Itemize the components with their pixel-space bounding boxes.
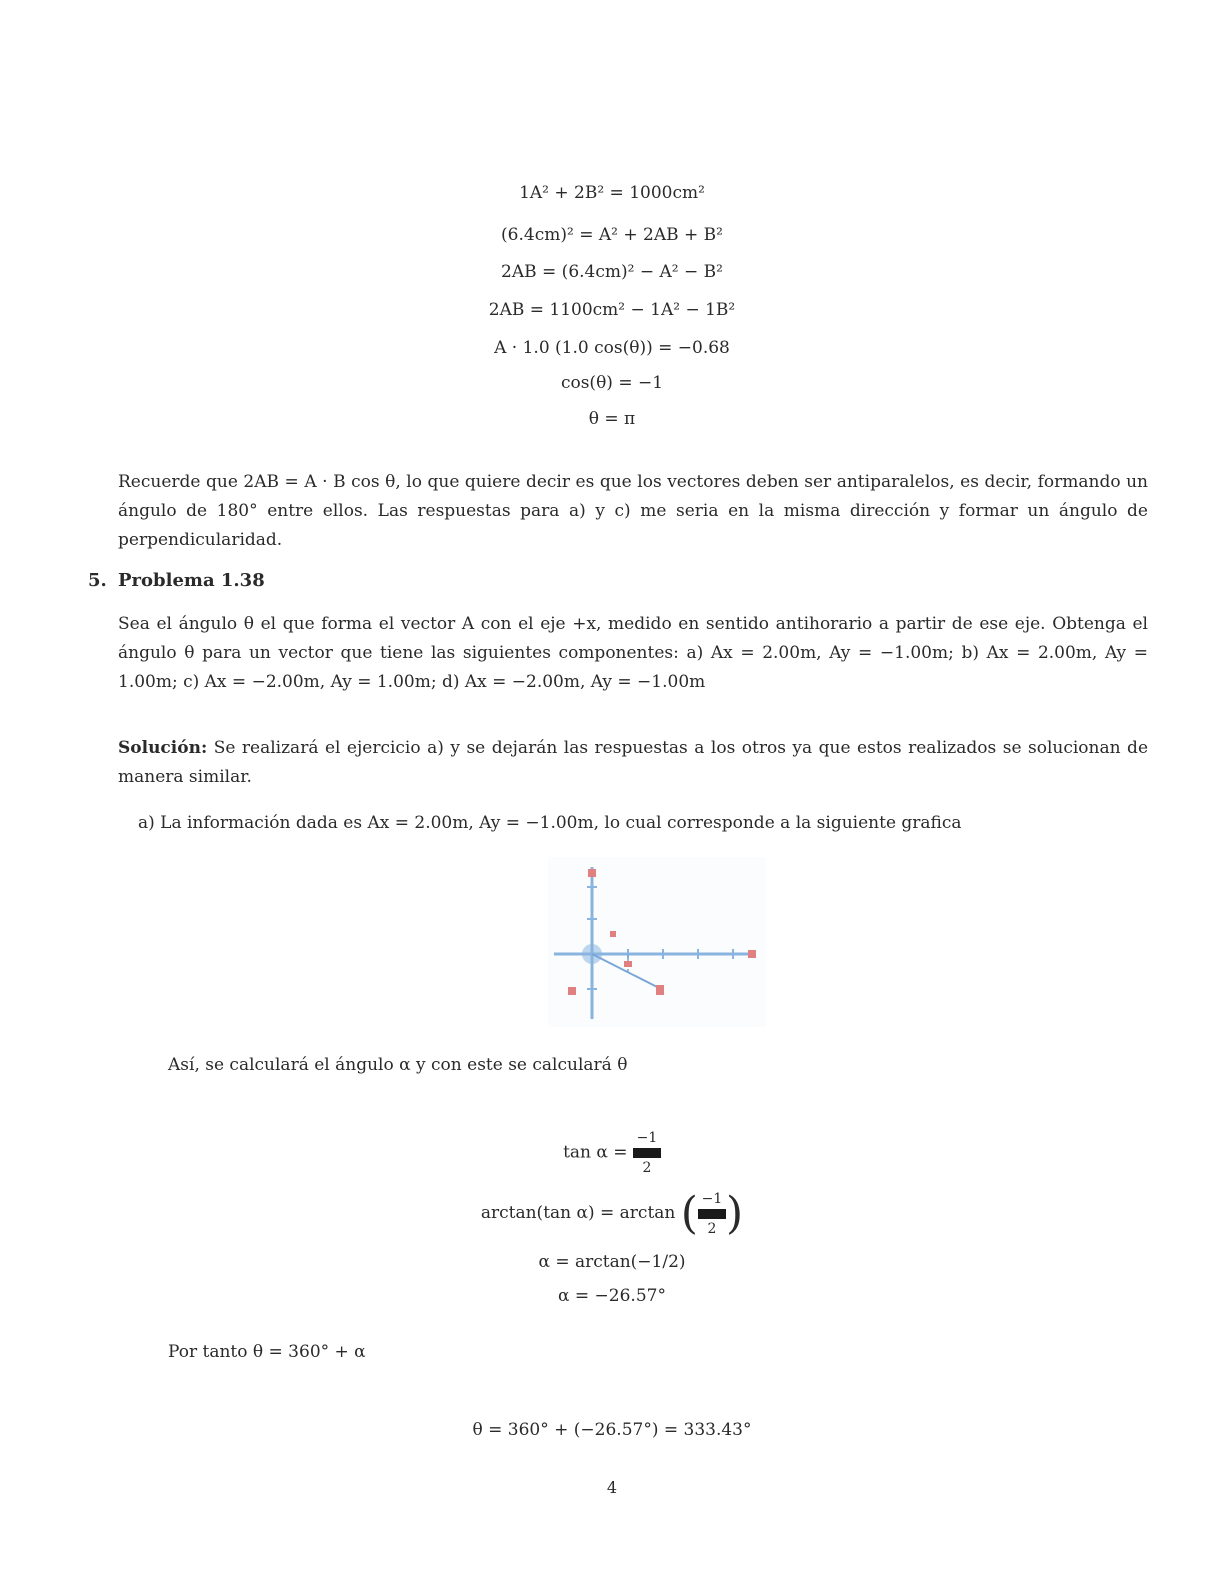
frac-bar (698, 1209, 726, 1219)
frac-bottom: 2 (707, 1220, 717, 1237)
vector-plot (548, 857, 766, 1027)
frac-top: −1 (701, 1190, 723, 1207)
solution-text: Se realizará el ejercicio a) y se dejarán las respuestas a los otros ya que estos realizados se solucionan de manera similar. (118, 738, 1148, 787)
problem-statement: Sea el ángulo θ el que forma el vector A con el eje +x, medido en sentido antihorario a partir de ese eje. Obtenga el ángulo θ para un vector que tiene las siguientes componentes: a) Ax = 2.00m, Ay = −1.00m; b) Ax = 2.00m, Ay = 1.00m; c) Ax = −2.00m, Ay = 1.00m; d) Ax = −2.00m, Ay = −1.00m (118, 614, 1148, 692)
arctan-lhs: arctan(tan α) = arctan (480, 1203, 676, 1223)
equation-2: (6.4cm)² = A² + 2AB + B² (501, 225, 723, 245)
frac-top: −1 (636, 1130, 658, 1146)
tan-lhs: tan α = (563, 1142, 628, 1163)
vector-figure (548, 857, 766, 1027)
section-number: 5. (88, 570, 107, 591)
arctan-fraction (698, 1191, 726, 1237)
alpha-equation-2: α = −26.57° (558, 1286, 666, 1306)
final-equation: θ = 360° + (−26.57°) = 333.43° (472, 1420, 752, 1440)
equation-6: cos(θ) = −1 (560, 373, 664, 393)
item-a-text: a) La información dada es Ax = 2.00m, Ay = −1.00m, lo cual corresponde a la siguiente grafica (138, 813, 962, 833)
tan-alpha-equation (0, 1130, 1224, 1176)
tan-fraction (633, 1130, 661, 1176)
frac-bar (633, 1148, 661, 1158)
equation-5: A · 1.0 (1.0 cos(θ)) = −0.68 (494, 338, 730, 358)
frac-bottom: 2 (642, 1160, 652, 1176)
equation-1: 1A² + 2B² = 1000cm² (519, 183, 705, 203)
solution-paragraph (118, 734, 1148, 792)
after-figure-text: Así, se calculará el ángulo α y con este se calculará θ (168, 1055, 628, 1075)
section-title: Problema 1.38 (118, 570, 265, 591)
therefore-text: Por tanto θ = 360° + α (168, 1342, 366, 1362)
equation-3: 2AB = (6.4cm)² − A² − B² (501, 262, 723, 282)
equation-7: θ = π (588, 409, 636, 429)
arctan-equation (0, 1188, 1224, 1239)
left-paren: ( (680, 1188, 698, 1239)
page-number: 4 (606, 1478, 618, 1497)
alpha-equation-1: α = arctan(−1/2) (538, 1252, 686, 1272)
explanation-paragraph: Recuerde que 2AB = A · B cos θ, lo que quiere decir es que los vectores deben ser antiparalelos, es decir, formando un ángulo de 180° entre ellos. Las respuestas para a) y c) me seria en la misma dirección y formar un ángulo de perpendicularidad. (118, 472, 1148, 550)
equation-4: 2AB = 1100cm² − 1A² − 1B² (488, 300, 736, 320)
right-paren: ) (725, 1188, 744, 1239)
solution-label: Solución: (118, 738, 208, 758)
section-heading (88, 570, 265, 591)
